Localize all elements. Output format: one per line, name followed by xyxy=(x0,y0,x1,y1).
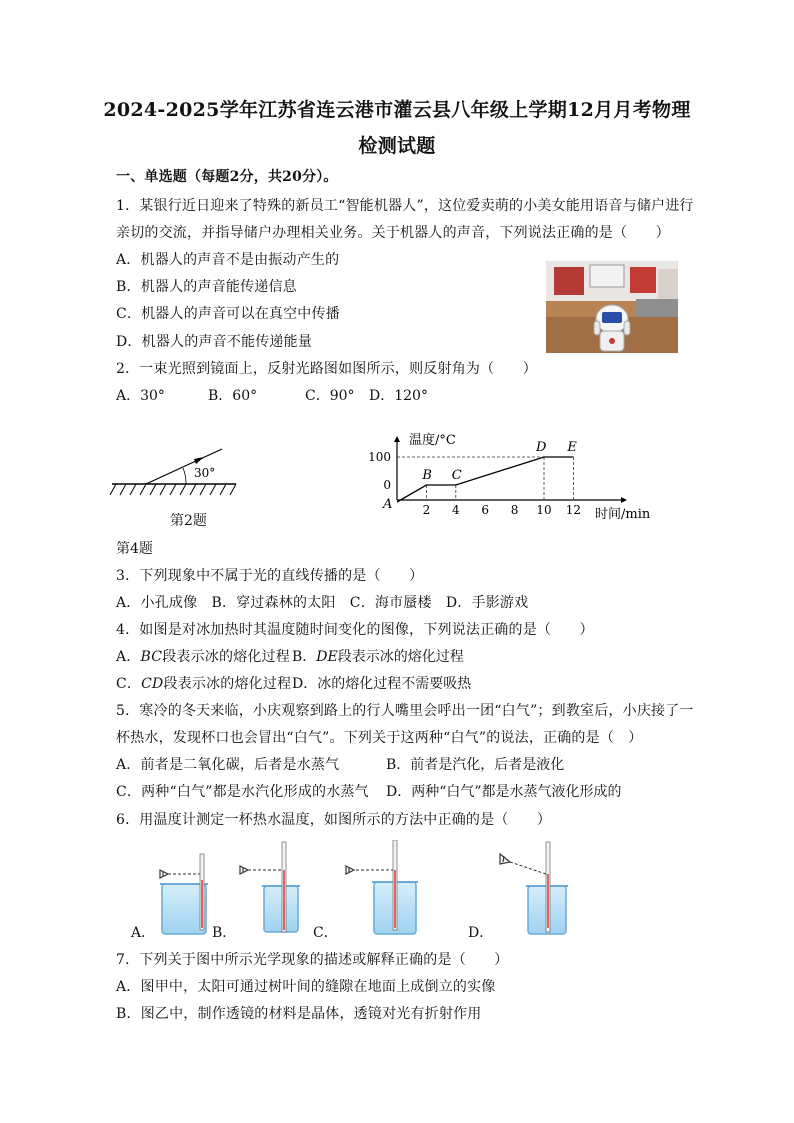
point-label-C: C xyxy=(451,468,462,483)
temperature-time-graph xyxy=(355,428,685,524)
q1-option-c: C．机器人的声音可以在真空中传播 xyxy=(116,306,340,322)
q2-option-c: C．90° xyxy=(305,388,355,404)
graph-y-axis-label: 温度/°C xyxy=(409,433,456,448)
q4-option-d: D．冰的熔化过程不需要吸热 xyxy=(292,676,472,692)
figure-c xyxy=(346,840,418,934)
q7-option-a: A．图甲中，太阳可通过树叶间的缝隙在地面上成倒立的实像 xyxy=(116,979,496,995)
q4-option-b-segment: DE xyxy=(316,649,338,665)
point-label-A: A xyxy=(383,497,393,512)
point-label-B: B xyxy=(422,468,432,483)
mirror-figure xyxy=(108,440,243,500)
robot-photo xyxy=(546,261,678,353)
q3-options: A．小孔成像 B．穿过森林的太阳 C．海市蜃楼 D．手影游戏 xyxy=(116,595,529,611)
q2-option-d: D．120° xyxy=(369,388,428,404)
q1-option-d: D．机器人的声音不能传递能量 xyxy=(116,334,313,350)
q1-option-b: B．机器人的声音能传递信息 xyxy=(116,279,297,295)
ray-arrow-icon xyxy=(194,457,204,464)
point-label-E: E xyxy=(567,440,577,455)
q4-option-c xyxy=(116,673,291,693)
q6-label-b: B． xyxy=(212,925,237,941)
q3-stem: 3．下列现象中不属于光的直线传播的是（ ） xyxy=(116,568,424,584)
q4-option-a-segment: BC xyxy=(140,649,163,665)
q4-option-a-text: 段表示冰的熔化过程 xyxy=(162,649,290,665)
eye-icon xyxy=(346,866,354,874)
eye-icon xyxy=(160,870,168,878)
q4-option-b-text: 段表示冰的熔化过程 xyxy=(337,649,464,665)
graph-x-tick-label: 10 xyxy=(536,503,552,517)
q5-stem-line2: 杯热水，发现杯口也会冒出“白气”。下列关于这两种“白气”的说法，正确的是（ ） xyxy=(116,730,643,746)
q1-stem-line2: 亲切的交流，并指导储户办理相关业务。关于机器人的声音，下列说法正确的是（ ） xyxy=(116,225,670,241)
q6-label-c: C． xyxy=(313,925,338,941)
eye-icon xyxy=(240,866,248,874)
eye-icon xyxy=(500,854,510,864)
page-title-line1: 2024-2025学年江苏省连云港市灌云县八年级上学期12月月考物理 xyxy=(103,99,691,121)
graph-x-tick-label: 6 xyxy=(481,503,490,517)
q5-option-d: D．两种“白气”都是水蒸气液化形成的 xyxy=(386,784,622,800)
x-axis-arrow-icon xyxy=(621,497,627,503)
q2-option-a: A．30° xyxy=(116,388,165,404)
q4-figure-caption: 第4题 xyxy=(116,541,153,557)
q2-figure-caption: 第2题 xyxy=(170,513,207,529)
point-label-D: D xyxy=(536,440,547,455)
figure-a xyxy=(160,854,208,934)
q1-stem-line1: 1．某银行近日迎来了特殊的新员工“智能机器人”，这位爱卖萌的小美女能用语音与储户进行 xyxy=(116,198,694,214)
q4-option-a-letter: A． xyxy=(116,649,141,665)
angle-label: 30° xyxy=(194,466,216,480)
thermometer-figures xyxy=(116,840,576,940)
q7-stem: 7．下列关于图中所示光学现象的描述或解释正确的是（ ） xyxy=(116,952,509,968)
graph-x-tick-label: 2 xyxy=(422,503,431,517)
graph-x-tick-label: 8 xyxy=(510,503,519,517)
graph-y-tick-label: 0 xyxy=(383,478,391,492)
section-heading: 一、单选题（每题2分，共20分）。 xyxy=(116,169,338,185)
q6-label-a: A． xyxy=(131,925,156,941)
q4-option-a xyxy=(116,646,290,666)
q2-option-b: B．60° xyxy=(208,388,258,404)
q4-option-b-letter: B． xyxy=(292,649,317,665)
q5-option-c: C．两种“白气”都是水汽化形成的水蒸气 xyxy=(116,784,369,800)
y-axis-arrow-icon xyxy=(394,436,400,442)
q4-stem: 4．如图是对冰加热时其温度随时间变化的图像，下列说法正确的是（ ） xyxy=(116,622,594,638)
q1-option-a: A．机器人的声音不是由振动产生的 xyxy=(116,252,340,268)
graph-y-tick-label: 100 xyxy=(368,450,391,464)
q5-stem-line1: 5．寒冷的冬天来临，小庆观察到路上的行人嘴里会呼出一团“白气”；到教室后，小庆接了一 xyxy=(116,703,694,719)
q5-option-a: A．前者是二氧化碳，后者是水蒸气 xyxy=(116,757,340,773)
q2-stem: 2．一束光照到镜面上，反射光路图如图所示，则反射角为（ ） xyxy=(116,361,537,377)
q5-option-b: B．前者是汽化，后者是液化 xyxy=(386,757,565,773)
q4-option-c-letter: C． xyxy=(116,676,142,692)
q6-stem: 6．用温度计测定一杯热水温度，如图所示的方法中正确的是（ ） xyxy=(116,812,552,828)
q4-option-c-text: 段表示冰的熔化过程 xyxy=(163,676,292,692)
q7-option-b: B．图乙中，制作透镜的材料是晶体，透镜对光有折射作用 xyxy=(116,1006,482,1022)
graph-x-tick-label: 12 xyxy=(565,503,582,517)
figure-b xyxy=(240,842,300,932)
q6-label-d: D． xyxy=(468,925,494,941)
q4-option-b xyxy=(292,646,464,666)
page-title-line2: 检测试题 xyxy=(358,135,436,157)
figure-d xyxy=(500,842,568,934)
graph-x-axis-label: 时间/min xyxy=(595,507,651,522)
graph-x-tick-label: 4 xyxy=(451,503,460,517)
q4-option-c-segment: CD xyxy=(141,676,164,692)
